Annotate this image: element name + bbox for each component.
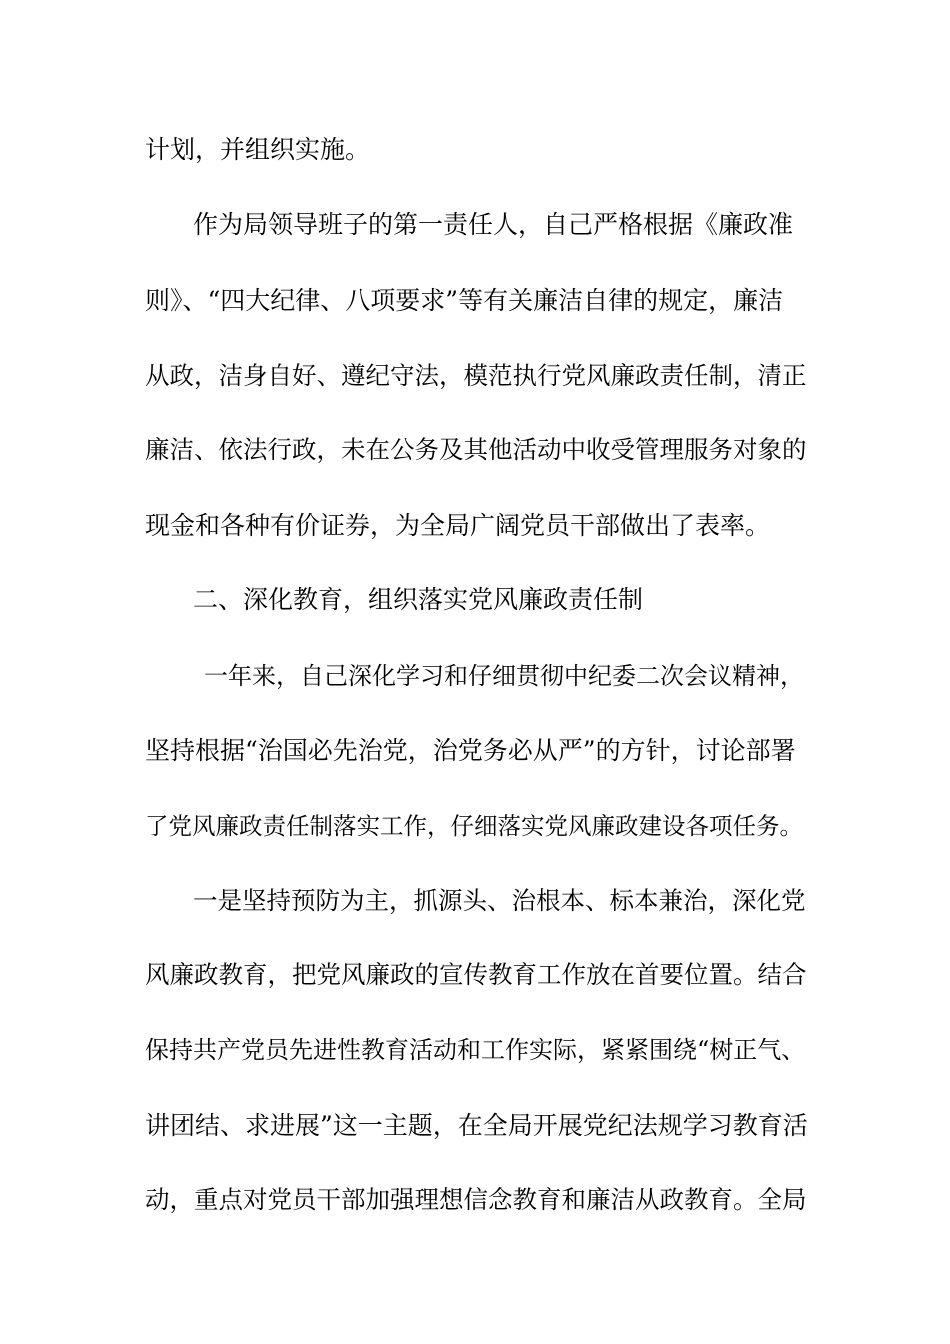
text-line: 一是坚持预防为主，抓源头、治根本、标本兼治，深化党 <box>193 886 806 915</box>
text-line: 保持共产党员先进性教育活动和工作实际，紧紧围绕“树正气、 <box>145 1036 806 1064</box>
text-line: 则》、“四大纪律、八项要求”等有关廉洁自律的规定，廉洁 <box>145 286 784 315</box>
text-line: 现金和各种有价证券，为全局广阔党员干部做出了表率。 <box>145 511 771 540</box>
section-heading: 二、深化教育，组织落实党风廉政责任制 <box>193 585 644 614</box>
text-line: 动，重点对党员干部加强理想信念教育和廉洁从政教育。全局 <box>145 1185 807 1214</box>
text-line: 作为局领导班子的第一责任人，自己严格根据《廉政准 <box>193 210 794 239</box>
text-line: 了党风廉政责任制落实工作，仔细落实党风廉政建设各项任务。 <box>145 812 803 840</box>
text-line: 一年来，自己深化学习和仔细贯彻中纪委二次会议精神， <box>204 662 804 690</box>
text-line: 廉洁、依法行政，未在公务及其他活动中收受管理服务对象的 <box>145 435 807 464</box>
text-line: 风廉政教育，把党风廉政的宣传教育工作放在首要位置。结合 <box>145 960 807 989</box>
text-line: 讲团结、求进展”这一主题，在全局开展党纪法规学习教育活 <box>145 1111 808 1140</box>
text-line: 计划，并组织实施。 <box>145 135 371 164</box>
text-line: 从政，洁身自好、遵纪守法，模范执行党风廉政责任制，清正 <box>145 361 807 390</box>
text-line: 坚持根据“治国必先治党，治党务必从严”的方针，讨论部署 <box>145 736 796 765</box>
